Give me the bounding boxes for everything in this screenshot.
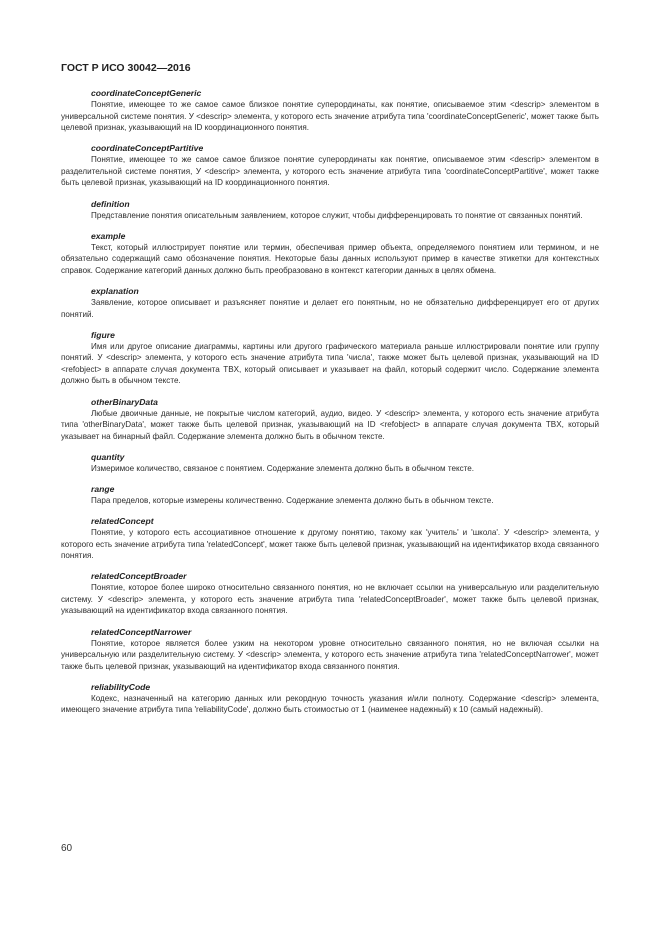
entry-definition: Понятие, имеющее то же самое самое близкое понятие суперординаты, как понятие, описываемое этим <descrip> элементом в универсальной системе понятия. У <descrip> элемента, у которого есть значение атрибута типа 'coordinateConceptGeneric', может также быть целевой признак, указывающий на ID координационного понятия.	[61, 100, 599, 133]
entry-term: relatedConcept	[91, 515, 154, 526]
entry-term: reliabilityCode	[91, 681, 151, 692]
entry-definition: Измеримое количество, связаное с понятием. Содержание элемента должно быть в обычном тексте.	[91, 463, 475, 473]
entry-definition: Понятие, которое является более узким на некотором уровне относительно связанного понятия, но не включая ссылки на универсальную или разделительную систему. У <descrip> элемента, у которого есть значение атрибута типа 'relatedConceptNarrower', может также быть целевой признак, указывающий на идентификатор входа связанного понятия.	[61, 638, 599, 671]
entry-definition: Понятие, имеющее то же самое самое близкое понятие суперординаты как понятие, описываемое этим <descrip> элементом в разделительной системе понятия, У <descrip> элемента, у которого есть значение атрибута типа 'coordinateConceptPartitive', может также быть целевой признак, указывающий на ID координационного понятия.	[61, 155, 599, 188]
entry-term: example	[91, 230, 126, 241]
entry-term: coordinateConceptGeneric	[91, 88, 202, 98]
glossary-entry	[61, 286, 599, 320]
entry-term: range	[91, 483, 115, 494]
glossary-entry	[61, 682, 599, 716]
entry-term: relatedConceptNarrower	[91, 626, 192, 637]
glossary-entry	[61, 571, 599, 617]
glossary-entry	[61, 516, 599, 562]
entry-definition: Кодекс, назначенный на категорию данных или рекордную точность указания и/или полноту. Содержание <descrip> элемента, имеющего значение атрибута типа 'reliabilityCode', должно быть стоимостью от 1 (наименее надежный) к 10 (самый надежный).	[61, 693, 599, 715]
entry-term: coordinateConceptPartitive	[91, 143, 204, 154]
entry-term: definition	[91, 198, 130, 209]
glossary-entry	[61, 627, 599, 673]
entry-definition: Заявление, которое описывает и разъясняет понятие и делает его понятным, но не обязательно дифференцирует его от других понятий.	[61, 297, 599, 319]
page-header-standard-title: ГОСТ Р ИСО 30042—2016	[61, 62, 191, 74]
entry-term: explanation	[91, 285, 139, 296]
entry-definition: Понятие, у которого есть ассоциативное отношение к другому понятию, такому как 'учитель' и 'школа'. У <descrip> элемента, у которого есть значение атрибута типа 'relatedConcept', может также быть целевой признак, указывающий на идентификатор входа связанного понятия.	[61, 527, 599, 561]
entry-definition: Понятие, которое более широко относительно связанного понятия, но не включает ссылки на универсальную или разделительную систему. У <descrip> элемента, у которого есть значение атрибута типа 'relatedConceptBroader', может также быть целевой признак, указывающий на идентификатор входа связанного понятия.	[61, 583, 599, 616]
entry-term: figure	[91, 329, 115, 340]
glossary-entry	[61, 452, 599, 475]
entry-definition: Текст, который иллюстрирует понятие или термин, обеспечивая пример объекта, определяемого понятием или термином, и не обязательно содержащий само обозначение понятия. Некоторые базы данных используют пример в качестве этикетки для контекстных справок. Содержание категорий данных должно быть преобразовано в контекст категории данных в целях обмена.	[61, 242, 599, 275]
glossary-entry	[61, 143, 599, 189]
glossary-entry	[61, 397, 599, 443]
entry-definition: Любые двоичные данные, не покрытые числом категорий, аудио, видео. У <descrip> элемента, у которого есть значение атрибута типа 'otherBinaryData', может также быть целевой признак, указывающий на ID <refobject> в аппарате случая документа TBX, который указывает на бинарный файл. Содержание элемента должно быть в обычном тексте.	[61, 408, 599, 441]
entry-definition: Имя или другое описание диаграммы, картины или другого графического материала раньше иллюстрировали понятие или группу понятий. У <descrip> элемента, у которого есть значение атрибута типа 'числа', также может быть целевой признак, указывающий на ID <refobject> в аппарате случая документа TBX, который описывает и указывает на файл, который содержит число. Содержание элемента должно быть в обычном тексте.	[61, 341, 599, 386]
glossary-entry	[61, 330, 599, 387]
entry-definition: Пара пределов, которые измерены количественно. Содержание элемента должно быть в обычном тексте.	[91, 495, 494, 505]
entry-term: otherBinaryData	[91, 396, 158, 407]
entry-definition: Представление понятия описательным заявлением, которое служит, чтобы дифференцировать то понятие от связанных понятий.	[91, 210, 583, 220]
glossary-entry	[61, 484, 599, 507]
entry-term: relatedConceptBroader	[91, 571, 187, 582]
glossary-entry	[61, 88, 599, 134]
entry-term: quantity	[91, 451, 125, 462]
glossary-entry	[61, 199, 599, 222]
page-number: 60	[61, 843, 73, 854]
glossary-entry	[61, 231, 599, 277]
glossary-content	[61, 88, 599, 726]
